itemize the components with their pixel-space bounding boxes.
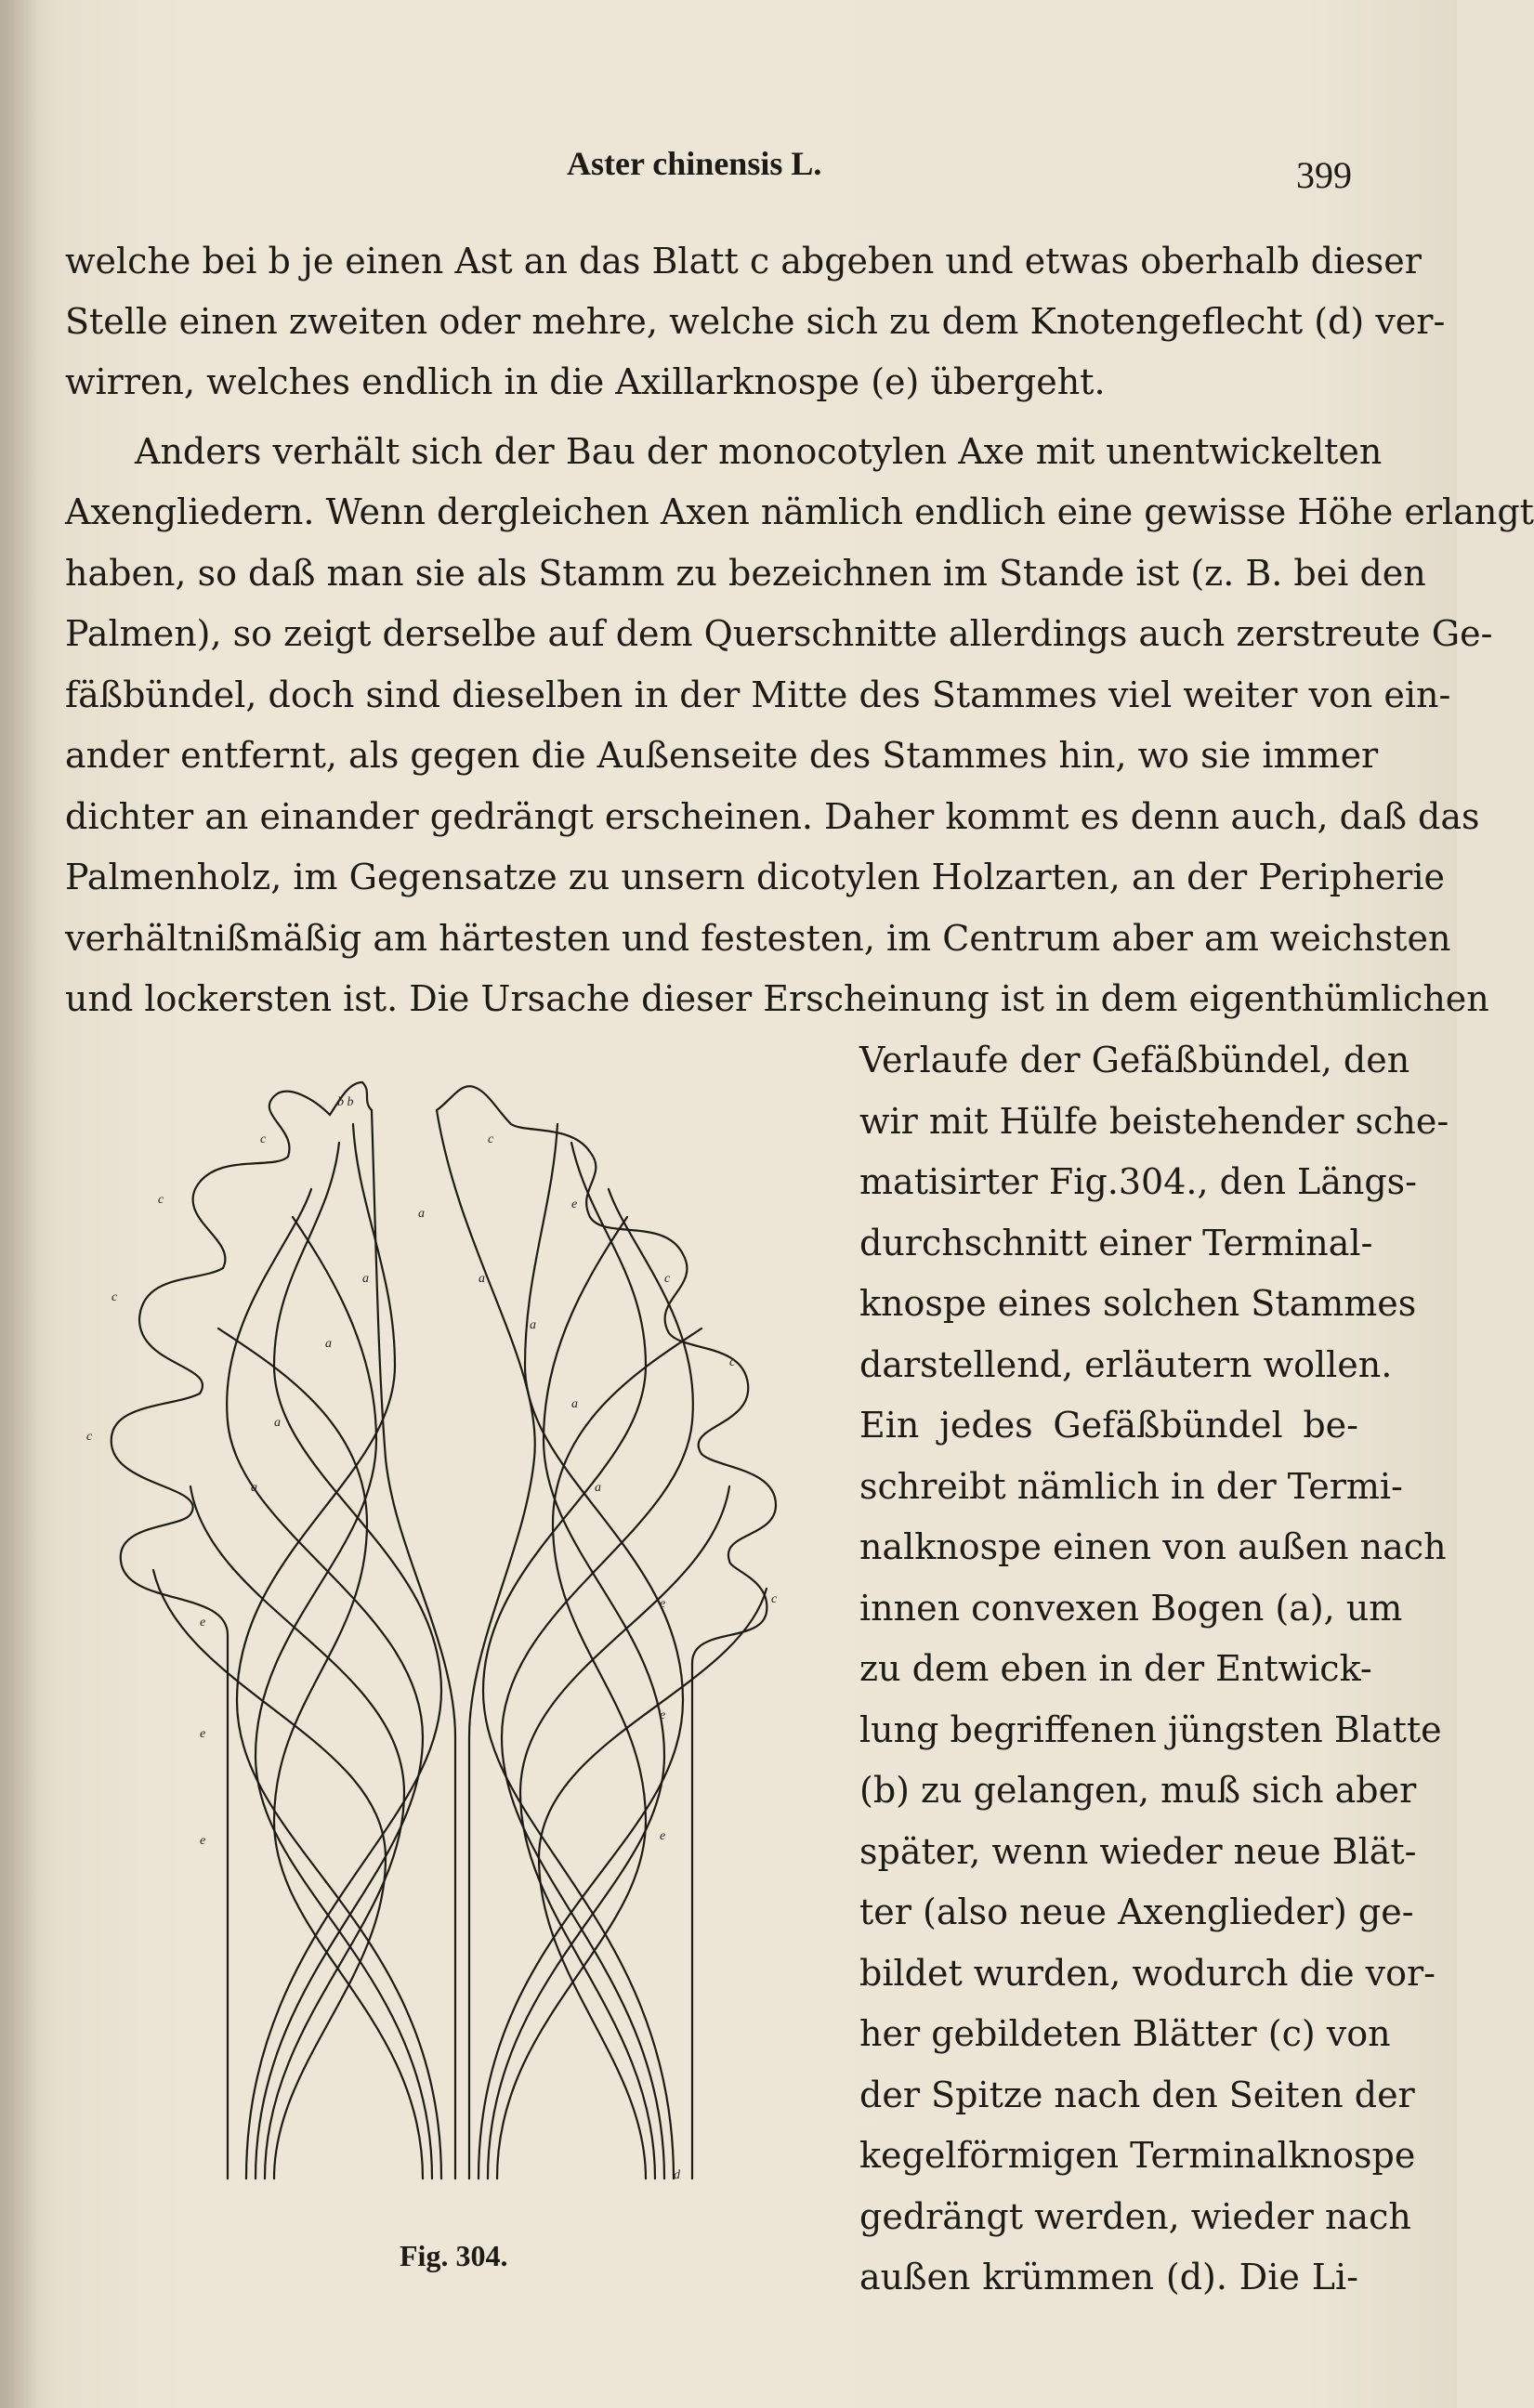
column-line: gedrängt werden, wieder nach (859, 2196, 1411, 2237)
text-line: Stelle einen zweiten oder mehre, welche sich zu dem Knotengeflecht (d) ver- (65, 301, 1446, 342)
inner-right-boundary (437, 1110, 535, 2179)
label-a: a (595, 1481, 601, 1495)
inner-left-boundary (372, 1110, 455, 2179)
column-line: nalknospe einen von außen nach (859, 1526, 1447, 1567)
label-a: a (530, 1318, 536, 1332)
vascular-bundle-line (520, 1486, 729, 2179)
label-e: e (660, 1597, 666, 1611)
label-c: c (488, 1132, 494, 1146)
column-line: bildet wurden, wodurch die vor- (859, 1953, 1436, 1994)
text-line: haben, so daß man sie als Stamm zu bezeichnen im Stande ist (z. B. bei den (65, 553, 1426, 594)
column-line: (b) zu gelangen, muß sich aber (859, 1770, 1417, 1811)
text-line: Palmenholz, im Gegensatze zu unsern dicotylen Holzarten, an der Peripherie (65, 857, 1445, 897)
label-c: c (111, 1290, 118, 1304)
column-line: zu dem eben in der Entwick- (859, 1648, 1372, 1689)
label-a: a (362, 1272, 369, 1286)
label-e: e (200, 1727, 206, 1741)
figure-caption: Fig. 304. (400, 2239, 508, 2272)
column-line: ter (also neue Axenglieder) ge- (859, 1891, 1414, 1932)
vascular-bundle-line (218, 1328, 423, 2179)
column-line: matisirter Fig.304., den Längs- (859, 1161, 1418, 1202)
column-line: knospe eines solchen Stammes (859, 1283, 1417, 1324)
vascular-bundle-line (256, 1217, 432, 2179)
column-line: Ein jedes Gefäßbündel be- (859, 1405, 1358, 1446)
text-line: verhältnißmäßig am härtesten und festesten, im Centrum aber am weichsten (65, 918, 1451, 959)
text-line: wirren, welches endlich in die Axillarknospe (e) übergeht. (65, 361, 1106, 402)
column-line: wir mit Hülfe beistehender sche- (859, 1101, 1449, 1142)
column-line: später, wenn wieder neue Blät- (859, 1831, 1417, 1872)
label-a: a (571, 1397, 578, 1411)
column-line: Verlaufe der Gefäßbündel, den (859, 1040, 1410, 1080)
vascular-bundle-line (237, 1124, 441, 2179)
text-line: ander entfernt, als gegen die Außenseite des Stammes hin, wo sie immer (65, 735, 1379, 776)
text-line: fäßbündel, doch sind dieselben in der Mitte des Stammes viel weiter von ein- (65, 674, 1451, 715)
column-line: kegelförmigen Terminalknospe (859, 2135, 1416, 2176)
label-a: a (479, 1272, 485, 1286)
text-line: Axengliedern. Wenn dergleichen Axen nämlich endlich eine gewisse Höhe erlangt (65, 491, 1534, 532)
text-line: und lockersten ist. Die Ursache dieser Erscheinung ist in dem eigenthümlichen (65, 978, 1489, 1019)
label-e: e (571, 1197, 578, 1211)
label-a: a (418, 1207, 425, 1221)
label-c: c (729, 1355, 736, 1369)
label-e: e (200, 1834, 206, 1848)
vascular-bundle-line (479, 1124, 683, 2179)
label-c: c (260, 1132, 267, 1146)
vascular-bundle-line (488, 1217, 664, 2179)
column-line: außen krümmen (d). Die Li- (859, 2257, 1358, 2297)
running-header-title: Aster chinensis L. (567, 145, 822, 182)
text-line-indented: Anders verhält sich der Bau der monocotylen Axe mit unentwickelten (135, 431, 1383, 472)
column-line: durchschnitt einer Terminal- (859, 1223, 1373, 1263)
label-c: c (86, 1430, 93, 1444)
label-c: c (158, 1193, 164, 1207)
column-line: lung begriffenen jüngsten Blatte (859, 1709, 1442, 1750)
label-a: a (251, 1481, 257, 1495)
label-b: b b (337, 1095, 354, 1109)
page-number: 399 (1296, 154, 1352, 196)
page-gutter-shadow (0, 0, 37, 2408)
column-line: darstellend, erläutern wollen. (859, 1344, 1393, 1385)
label-c: c (664, 1272, 671, 1286)
label-a: a (274, 1416, 281, 1430)
label-c: c (771, 1592, 778, 1606)
vascular-bundle-line (190, 1486, 404, 2179)
text-line: dichter an einander gedrängt erscheinen. Daher kommt es denn auch, daß das (65, 796, 1480, 837)
label-e: e (660, 1708, 666, 1722)
label-e: e (660, 1829, 666, 1843)
label-d: d (674, 2168, 680, 2182)
column-line: her gebildeten Blätter (c) von (859, 2013, 1391, 2054)
column-line: der Spitze nach den Seiten der (859, 2074, 1415, 2115)
text-line: welche bei b je einen Ast an das Blatt c abgeben und etwas oberhalb dieser (65, 241, 1422, 281)
text-line: Palmen), so zeigt derselbe auf dem Querschnitte allerdings auch zerstreute Ge- (65, 613, 1493, 654)
figure-304-terminal-bud-diagram (88, 1087, 832, 2285)
vascular-bundle-line (497, 1328, 701, 2179)
column-line: schreibt nämlich in der Termi- (859, 1466, 1403, 1507)
label-e: e (200, 1616, 206, 1629)
label-a: a (325, 1337, 332, 1351)
vascular-bundle-line (153, 1570, 386, 2179)
column-line: innen convexen Bogen (a), um (859, 1588, 1403, 1629)
